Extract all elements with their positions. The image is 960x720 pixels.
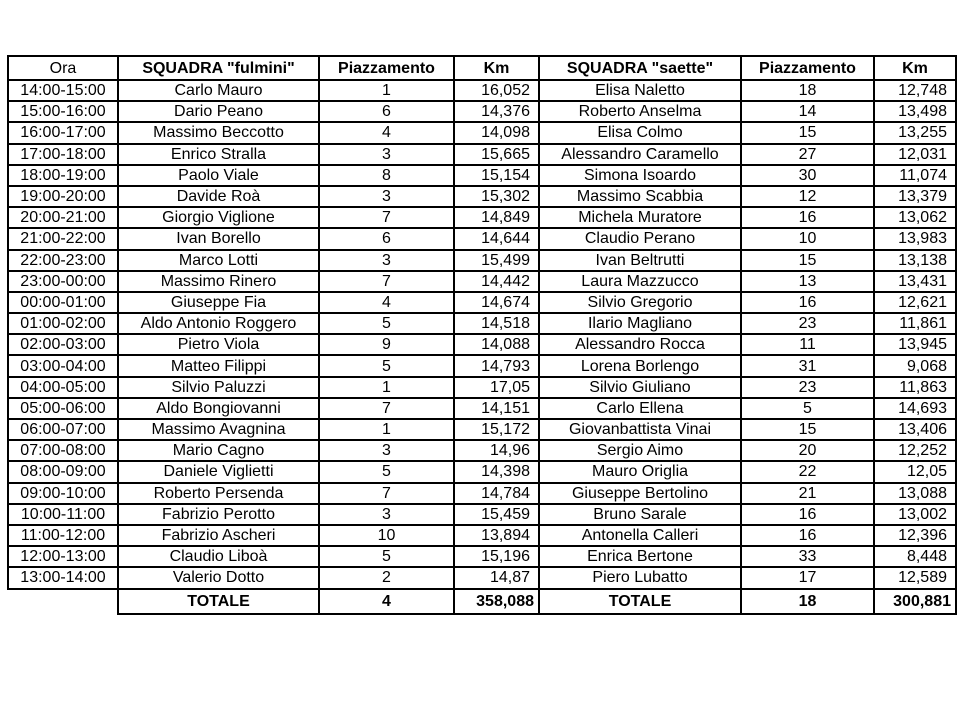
header-piazzamento-saette: Piazzamento	[741, 56, 874, 80]
cell-ora: 05:00-06:00	[8, 398, 118, 419]
cell-runner-saette: Simona Isoardo	[539, 165, 741, 186]
cell-km-saette: 14,693	[874, 398, 956, 419]
cell-placement-saette: 15	[741, 122, 874, 143]
cell-km-saette: 13,406	[874, 419, 956, 440]
cell-placement-saette: 23	[741, 377, 874, 398]
cell-ora: 10:00-11:00	[8, 504, 118, 525]
cell-placement-fulmini: 3	[319, 186, 454, 207]
cell-runner-saette: Laura Mazzucco	[539, 271, 741, 292]
cell-km-fulmini: 15,459	[454, 504, 539, 525]
table-row	[8, 525, 956, 546]
cell-runner-fulmini: Massimo Avagnina	[118, 419, 319, 440]
cell-km-saette: 13,138	[874, 250, 956, 271]
cell-placement-fulmini: 7	[319, 398, 454, 419]
cell-ora: 15:00-16:00	[8, 101, 118, 122]
cell-runner-fulmini: Massimo Beccotto	[118, 122, 319, 143]
cell-km-saette: 13,379	[874, 186, 956, 207]
cell-km-saette: 12,252	[874, 440, 956, 461]
cell-placement-saette: 33	[741, 546, 874, 567]
cell-km-fulmini: 14,376	[454, 101, 539, 122]
cell-km-fulmini: 16,052	[454, 80, 539, 101]
cell-km-fulmini: 15,499	[454, 250, 539, 271]
cell-placement-saette: 21	[741, 483, 874, 504]
cell-runner-saette: Antonella Calleri	[539, 525, 741, 546]
cell-ora: 07:00-08:00	[8, 440, 118, 461]
cell-km-fulmini: 15,665	[454, 144, 539, 165]
table-row	[8, 250, 956, 271]
cell-km-fulmini: 17,05	[454, 377, 539, 398]
total-placement-fulmini: 4	[319, 589, 454, 614]
totals-blank-cell	[8, 589, 118, 614]
cell-ora: 02:00-03:00	[8, 334, 118, 355]
cell-runner-saette: Enrica Bertone	[539, 546, 741, 567]
cell-km-fulmini: 14,644	[454, 228, 539, 249]
cell-km-fulmini: 14,793	[454, 355, 539, 376]
cell-runner-saette: Piero Lubatto	[539, 567, 741, 588]
cell-placement-fulmini: 3	[319, 504, 454, 525]
results-table	[7, 55, 957, 615]
cell-km-fulmini: 15,196	[454, 546, 539, 567]
cell-placement-fulmini: 8	[319, 165, 454, 186]
cell-placement-saette: 17	[741, 567, 874, 588]
header-piazzamento-fulmini: Piazzamento	[319, 56, 454, 80]
cell-placement-fulmini: 5	[319, 546, 454, 567]
cell-runner-saette: Elisa Colmo	[539, 122, 741, 143]
table-row	[8, 207, 956, 228]
cell-runner-fulmini: Marco Lotti	[118, 250, 319, 271]
table-row	[8, 334, 956, 355]
cell-runner-saette: Ilario Magliano	[539, 313, 741, 334]
cell-km-fulmini: 14,442	[454, 271, 539, 292]
total-placement-saette: 18	[741, 589, 874, 614]
cell-runner-saette: Alessandro Rocca	[539, 334, 741, 355]
cell-km-saette: 11,074	[874, 165, 956, 186]
cell-ora: 03:00-04:00	[8, 355, 118, 376]
cell-ora: 11:00-12:00	[8, 525, 118, 546]
cell-runner-saette: Giuseppe Bertolino	[539, 483, 741, 504]
table-body	[8, 80, 956, 589]
cell-placement-saette: 16	[741, 292, 874, 313]
table-row	[8, 186, 956, 207]
cell-km-saette: 11,861	[874, 313, 956, 334]
cell-ora: 19:00-20:00	[8, 186, 118, 207]
cell-placement-saette: 15	[741, 250, 874, 271]
cell-ora: 08:00-09:00	[8, 461, 118, 482]
cell-placement-saette: 15	[741, 419, 874, 440]
cell-runner-saette: Claudio Perano	[539, 228, 741, 249]
cell-runner-saette: Silvio Giuliano	[539, 377, 741, 398]
cell-runner-fulmini: Fabrizio Perotto	[118, 504, 319, 525]
cell-placement-fulmini: 1	[319, 419, 454, 440]
cell-placement-fulmini: 7	[319, 271, 454, 292]
cell-km-fulmini: 14,398	[454, 461, 539, 482]
cell-runner-fulmini: Valerio Dotto	[118, 567, 319, 588]
cell-km-fulmini: 15,302	[454, 186, 539, 207]
cell-placement-saette: 13	[741, 271, 874, 292]
cell-runner-saette: Massimo Scabbia	[539, 186, 741, 207]
cell-runner-fulmini: Pietro Viola	[118, 334, 319, 355]
cell-runner-fulmini: Claudio Liboà	[118, 546, 319, 567]
cell-placement-saette: 12	[741, 186, 874, 207]
table-row	[8, 546, 956, 567]
table-row	[8, 292, 956, 313]
cell-km-fulmini: 14,784	[454, 483, 539, 504]
cell-runner-fulmini: Enrico Stralla	[118, 144, 319, 165]
cell-runner-saette: Ivan Beltrutti	[539, 250, 741, 271]
cell-runner-saette: Carlo Ellena	[539, 398, 741, 419]
header-squadra-saette: SQUADRA "saette"	[539, 56, 741, 80]
cell-km-fulmini: 13,894	[454, 525, 539, 546]
cell-placement-fulmini: 9	[319, 334, 454, 355]
cell-runner-saette: Giovanbattista Vinai	[539, 419, 741, 440]
cell-runner-fulmini: Daniele Viglietti	[118, 461, 319, 482]
header-ora: Ora	[8, 56, 118, 80]
cell-placement-saette: 22	[741, 461, 874, 482]
cell-ora: 21:00-22:00	[8, 228, 118, 249]
cell-ora: 06:00-07:00	[8, 419, 118, 440]
table-row	[8, 567, 956, 588]
total-label-saette: TOTALE	[539, 589, 741, 614]
total-km-saette: 300,881	[874, 589, 956, 614]
cell-km-saette: 13,431	[874, 271, 956, 292]
cell-km-fulmini: 15,172	[454, 419, 539, 440]
cell-ora: 17:00-18:00	[8, 144, 118, 165]
cell-placement-saette: 27	[741, 144, 874, 165]
cell-placement-fulmini: 1	[319, 377, 454, 398]
cell-placement-saette: 20	[741, 440, 874, 461]
total-km-fulmini: 358,088	[454, 589, 539, 614]
cell-km-saette: 8,448	[874, 546, 956, 567]
cell-placement-fulmini: 4	[319, 292, 454, 313]
cell-placement-saette: 30	[741, 165, 874, 186]
cell-runner-fulmini: Aldo Bongiovanni	[118, 398, 319, 419]
cell-runner-fulmini: Carlo Mauro	[118, 80, 319, 101]
cell-km-fulmini: 14,87	[454, 567, 539, 588]
cell-ora: 14:00-15:00	[8, 80, 118, 101]
table-row	[8, 483, 956, 504]
cell-runner-fulmini: Silvio Paluzzi	[118, 377, 319, 398]
table-row	[8, 440, 956, 461]
cell-placement-saette: 31	[741, 355, 874, 376]
cell-placement-fulmini: 3	[319, 144, 454, 165]
cell-km-fulmini: 14,674	[454, 292, 539, 313]
cell-km-saette: 12,589	[874, 567, 956, 588]
cell-ora: 23:00-00:00	[8, 271, 118, 292]
table-row	[8, 144, 956, 165]
cell-placement-saette: 14	[741, 101, 874, 122]
table-row	[8, 504, 956, 525]
table-row	[8, 313, 956, 334]
cell-ora: 12:00-13:00	[8, 546, 118, 567]
cell-km-saette: 12,748	[874, 80, 956, 101]
cell-runner-fulmini: Matteo Filippi	[118, 355, 319, 376]
table-row	[8, 355, 956, 376]
cell-km-fulmini: 14,088	[454, 334, 539, 355]
header-km-saette: Km	[874, 56, 956, 80]
table-row	[8, 165, 956, 186]
cell-runner-fulmini: Roberto Persenda	[118, 483, 319, 504]
cell-placement-saette: 16	[741, 207, 874, 228]
cell-runner-fulmini: Aldo Antonio Roggero	[118, 313, 319, 334]
cell-runner-saette: Bruno Sarale	[539, 504, 741, 525]
header-row	[8, 56, 956, 80]
table-row	[8, 377, 956, 398]
cell-ora: 00:00-01:00	[8, 292, 118, 313]
table-row	[8, 398, 956, 419]
cell-runner-fulmini: Paolo Viale	[118, 165, 319, 186]
cell-placement-fulmini: 5	[319, 313, 454, 334]
cell-placement-saette: 18	[741, 80, 874, 101]
cell-runner-saette: Elisa Naletto	[539, 80, 741, 101]
cell-runner-saette: Alessandro Caramello	[539, 144, 741, 165]
cell-runner-saette: Lorena Borlengo	[539, 355, 741, 376]
cell-placement-saette: 11	[741, 334, 874, 355]
header-km-fulmini: Km	[454, 56, 539, 80]
cell-km-fulmini: 14,96	[454, 440, 539, 461]
cell-km-saette: 13,945	[874, 334, 956, 355]
cell-placement-fulmini: 10	[319, 525, 454, 546]
cell-km-saette: 12,05	[874, 461, 956, 482]
cell-km-saette: 13,255	[874, 122, 956, 143]
cell-runner-saette: Roberto Anselma	[539, 101, 741, 122]
cell-placement-fulmini: 4	[319, 122, 454, 143]
cell-runner-saette: Silvio Gregorio	[539, 292, 741, 313]
cell-placement-saette: 23	[741, 313, 874, 334]
cell-runner-fulmini: Dario Peano	[118, 101, 319, 122]
table-row	[8, 101, 956, 122]
table-row	[8, 228, 956, 249]
cell-placement-fulmini: 7	[319, 207, 454, 228]
cell-ora: 13:00-14:00	[8, 567, 118, 588]
cell-km-fulmini: 14,849	[454, 207, 539, 228]
cell-placement-saette: 16	[741, 525, 874, 546]
header-squadra-fulmini: SQUADRA "fulmini"	[118, 56, 319, 80]
cell-ora: 01:00-02:00	[8, 313, 118, 334]
cell-placement-fulmini: 7	[319, 483, 454, 504]
cell-km-saette: 12,396	[874, 525, 956, 546]
cell-placement-fulmini: 1	[319, 80, 454, 101]
cell-runner-fulmini: Massimo Rinero	[118, 271, 319, 292]
total-label-fulmini: TOTALE	[118, 589, 319, 614]
cell-placement-fulmini: 3	[319, 440, 454, 461]
cell-runner-saette: Mauro Origlia	[539, 461, 741, 482]
cell-km-fulmini: 14,151	[454, 398, 539, 419]
cell-placement-saette: 10	[741, 228, 874, 249]
cell-placement-fulmini: 6	[319, 228, 454, 249]
table-row	[8, 461, 956, 482]
cell-placement-fulmini: 6	[319, 101, 454, 122]
cell-km-saette: 13,088	[874, 483, 956, 504]
cell-km-saette: 13,498	[874, 101, 956, 122]
cell-km-saette: 13,062	[874, 207, 956, 228]
cell-runner-fulmini: Ivan Borello	[118, 228, 319, 249]
cell-placement-saette: 16	[741, 504, 874, 525]
cell-km-fulmini: 15,154	[454, 165, 539, 186]
cell-km-saette: 13,002	[874, 504, 956, 525]
totals-row	[8, 589, 956, 614]
cell-runner-fulmini: Davide Roà	[118, 186, 319, 207]
cell-ora: 16:00-17:00	[8, 122, 118, 143]
cell-km-saette: 12,621	[874, 292, 956, 313]
table-row	[8, 80, 956, 101]
cell-km-fulmini: 14,098	[454, 122, 539, 143]
cell-placement-fulmini: 2	[319, 567, 454, 588]
cell-runner-fulmini: Giorgio Viglione	[118, 207, 319, 228]
cell-km-fulmini: 14,518	[454, 313, 539, 334]
cell-ora: 22:00-23:00	[8, 250, 118, 271]
cell-runner-fulmini: Giuseppe Fia	[118, 292, 319, 313]
cell-km-saette: 12,031	[874, 144, 956, 165]
cell-ora: 09:00-10:00	[8, 483, 118, 504]
table-row	[8, 419, 956, 440]
cell-ora: 18:00-19:00	[8, 165, 118, 186]
cell-placement-saette: 5	[741, 398, 874, 419]
cell-runner-fulmini: Fabrizio Ascheri	[118, 525, 319, 546]
cell-km-saette: 9,068	[874, 355, 956, 376]
table-row	[8, 122, 956, 143]
cell-placement-fulmini: 5	[319, 461, 454, 482]
cell-ora: 20:00-21:00	[8, 207, 118, 228]
cell-placement-fulmini: 5	[319, 355, 454, 376]
cell-km-saette: 13,983	[874, 228, 956, 249]
cell-runner-saette: Michela Muratore	[539, 207, 741, 228]
cell-ora: 04:00-05:00	[8, 377, 118, 398]
cell-placement-fulmini: 3	[319, 250, 454, 271]
table-row	[8, 271, 956, 292]
cell-runner-fulmini: Mario Cagno	[118, 440, 319, 461]
cell-km-saette: 11,863	[874, 377, 956, 398]
cell-runner-saette: Sergio Aimo	[539, 440, 741, 461]
